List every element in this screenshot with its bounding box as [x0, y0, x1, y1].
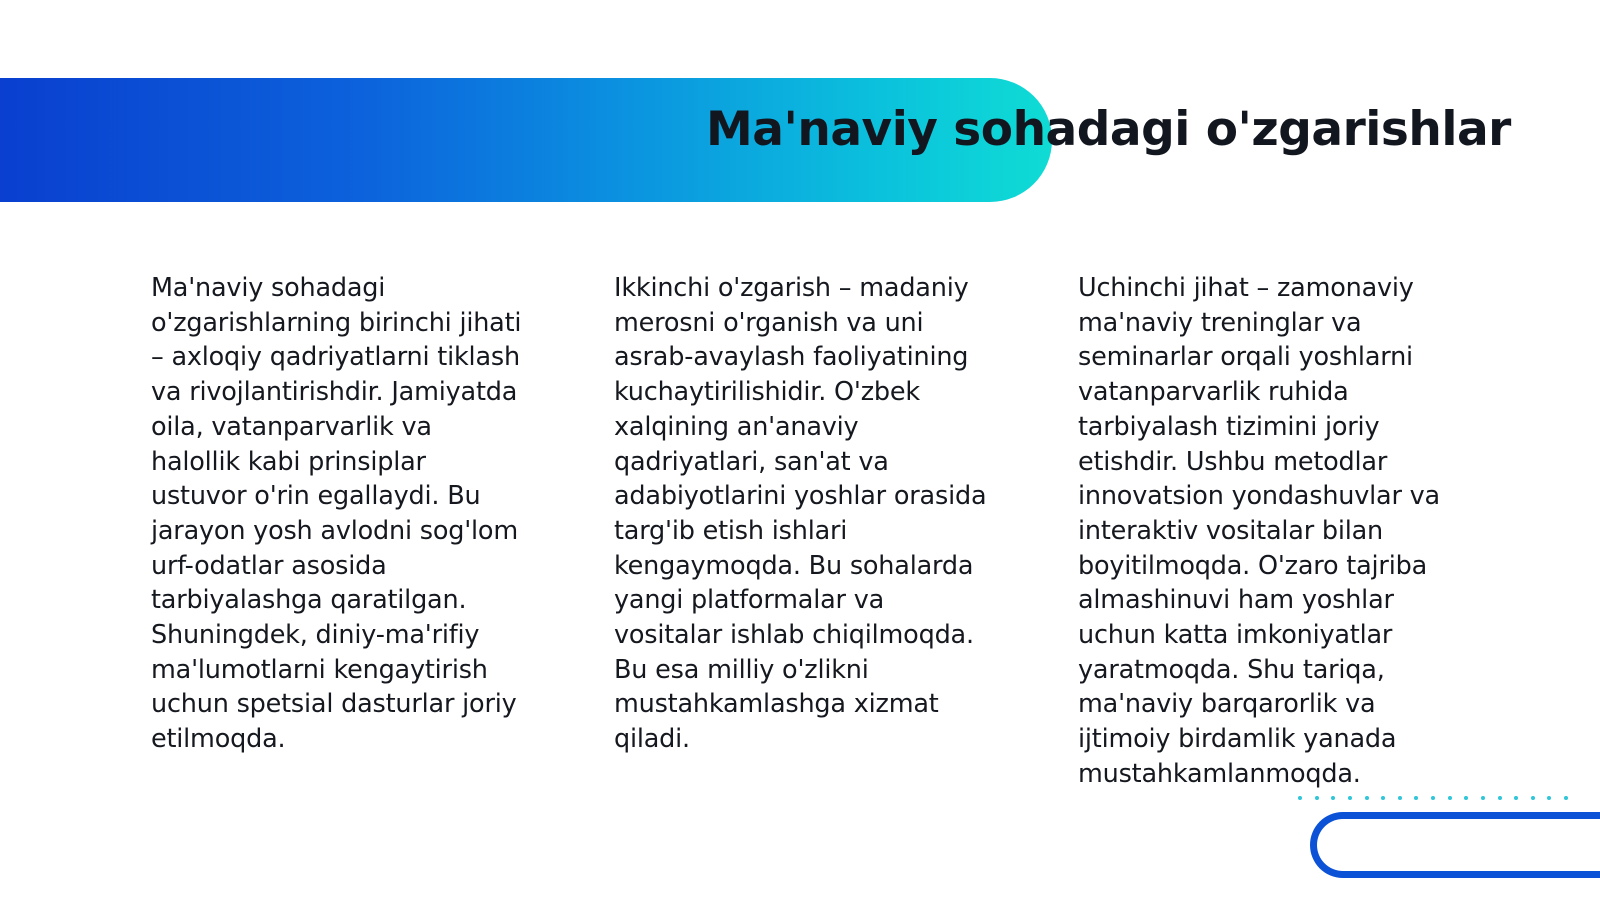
decorative-dot	[1431, 796, 1435, 800]
decorative-dot	[1331, 796, 1335, 800]
decorative-dot	[1531, 796, 1535, 800]
decorative-dot	[1547, 796, 1551, 800]
text-column-1: Ma'naviy sohadagi o'zgarishlarning birinchi jihati – axloqiy qadriyatlarni tiklash va rivojlantirishdir. Jamiyatda oila, vatanparvarlik va halollik kabi prinsiplar ustuvor o'rin egallaydi. Bu jarayon yosh avlodni sog'lom urf-odatlar asosida tarbiyalashga qaratilgan. Shuningdek, diniy-ma'rifiy ma'lumotlarni kengaytirish uchun spetsial dasturlar joriy etilmoqda.	[151, 273, 522, 755]
decorative-dot	[1315, 796, 1319, 800]
decorative-dot-row	[1298, 796, 1568, 802]
decorative-dot	[1481, 796, 1485, 800]
decorative-dot	[1514, 796, 1518, 800]
decorative-dot	[1414, 796, 1418, 800]
decorative-pill-outline	[1310, 812, 1600, 878]
decorative-dot	[1448, 796, 1452, 800]
text-column-3: Uchinchi jihat – zamonaviy ma'naviy treninglar va seminarlar orqali yoshlarni vatanparvarlik ruhida tarbiyalash tizimini joriy etishdir. Ushbu metodlar innovatsion yondashuvlar va interaktiv vositalar bilan boyitilmoqda. O'zaro tajriba almashinuvi ham yoshlar uchun katta imkoniyatlar yaratmoqda. Shu tariqa, ma'naviy barqarorlik va ijtimoiy birdamlik yanada mustahkamlanmoqda.	[1078, 273, 1440, 789]
decorative-dot	[1564, 796, 1568, 800]
page-title: Ma'naviy sohadagi o'zgarishlar	[706, 102, 1511, 157]
decorative-dot	[1381, 796, 1385, 800]
text-column-2: Ikkinchi o'zgarish – madaniy merosni o'rganish va uni asrab-avaylash faoliyatining kuchaytirilishidir. O'zbek xalqining an'anaviy qadriyatlari, san'at va adabiyotlarini yoshlar orasida targ'ib etish ishlari kengaymoqda. Bu sohalarda yangi platformalar va vositalar ishlab chiqilmoqda. Bu esa milliy o'zlikni mustahkamlashga xizmat qiladi.	[614, 273, 987, 755]
decorative-dot	[1398, 796, 1402, 800]
decorative-dot	[1365, 796, 1369, 800]
decorative-dot	[1498, 796, 1502, 800]
decorative-dot	[1464, 796, 1468, 800]
decorative-dot	[1298, 796, 1302, 800]
decorative-dot	[1348, 796, 1352, 800]
